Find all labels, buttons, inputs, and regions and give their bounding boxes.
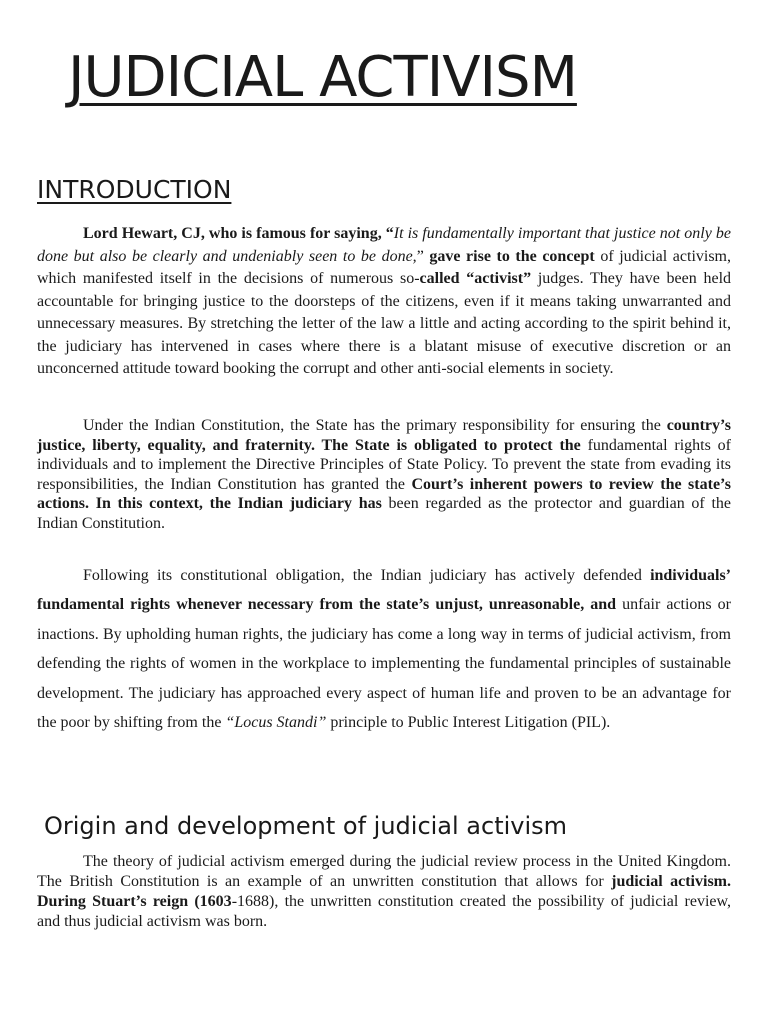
p1-text-2: ”	[416, 247, 430, 265]
p1-text-6: judges. They have been held accountable for bringing justice to the doorsteps of the citizens, even if it means taking unwarranted and unnecessary measures. By stretching the letter of the law a little and acting according to the spirit behind it, the judiciary has intervened in cases where there is a blatant misuse of executive discretion or an unconcerned attitude toward booking the corrupt and other anti-social elements in society.	[37, 270, 732, 377]
origin-paragraph	[37, 852, 731, 932]
intro-paragraph-3	[37, 561, 731, 737]
introduction-heading: INTRODUCTION	[37, 175, 232, 204]
p1-quote: It is fundamentally important that justice not only be done but also be clearly and undeniably seen to be done,	[37, 225, 731, 265]
intro-paragraph-1	[37, 223, 731, 381]
p3-text-3: unfair actions or inactions. By upholding human rights, the judiciary has come a long way in terms of judicial activism, from defending the rights of women in the workplace to implementing the fundamental principles of sustainable development. The judiciary has approached every aspect of human life and proven to be an advantage for the poor by shifting from the	[37, 596, 731, 732]
p3-text-2: individuals’ fundamental rights whenever necessary from the state’s unjust, unreasonable, and	[37, 567, 731, 614]
p2-text-4: Court’s inherent powers to review the state’s actions. In this context, the Indian judiciary has	[37, 475, 731, 513]
p3-text-1: Following its constitutional obligation, the Indian judiciary has actively defended	[83, 567, 651, 584]
document-title: JUDICIAL ACTIVISM	[68, 45, 577, 110]
p1-text-1: Lord Hewart, CJ, who is famous for saying, “	[83, 225, 394, 242]
p2-text-1: Under the Indian Constitution, the State has the primary responsibility for ensuring the	[83, 417, 667, 434]
p1-text-5: called “activist”	[419, 270, 532, 287]
p4-text-2: judicial activism. During Stuart’s reign (1603	[37, 873, 731, 910]
p2-text-5: been regarded as the protector and guardian of the Indian Constitution.	[37, 495, 731, 532]
origin-heading: Origin and development of judicial activism	[44, 812, 568, 840]
p4-text-1: The theory of judicial activism emerged during the judicial review process in the United Kingdom. The British Constitution is an example of an unwritten constitution that allows for	[37, 853, 731, 890]
p2-text-3: fundamental rights of individuals and to implement the Directive Principles of State Policy. To prevent the state from evading its responsibilities, the Indian Constitution has granted the	[37, 436, 731, 493]
intro-paragraph-2	[37, 416, 731, 534]
p1-text-4: of judicial activism, which manifested itself in the decisions of numerous so-	[37, 247, 732, 287]
p4-text-3: -1688), the unwritten constitution created the possibility of judicial review, and thus judicial activism was born.	[37, 893, 732, 930]
p3-locus-standi: “Locus Standi”	[225, 714, 327, 732]
p3-text-4: principle to Public Interest Litigation (PIL).	[326, 714, 611, 732]
p2-text-2: country’s justice, liberty, equality, and fraternity. The State is obligated to protect the	[37, 417, 731, 454]
p1-text-3: gave rise to the concept	[429, 247, 595, 265]
